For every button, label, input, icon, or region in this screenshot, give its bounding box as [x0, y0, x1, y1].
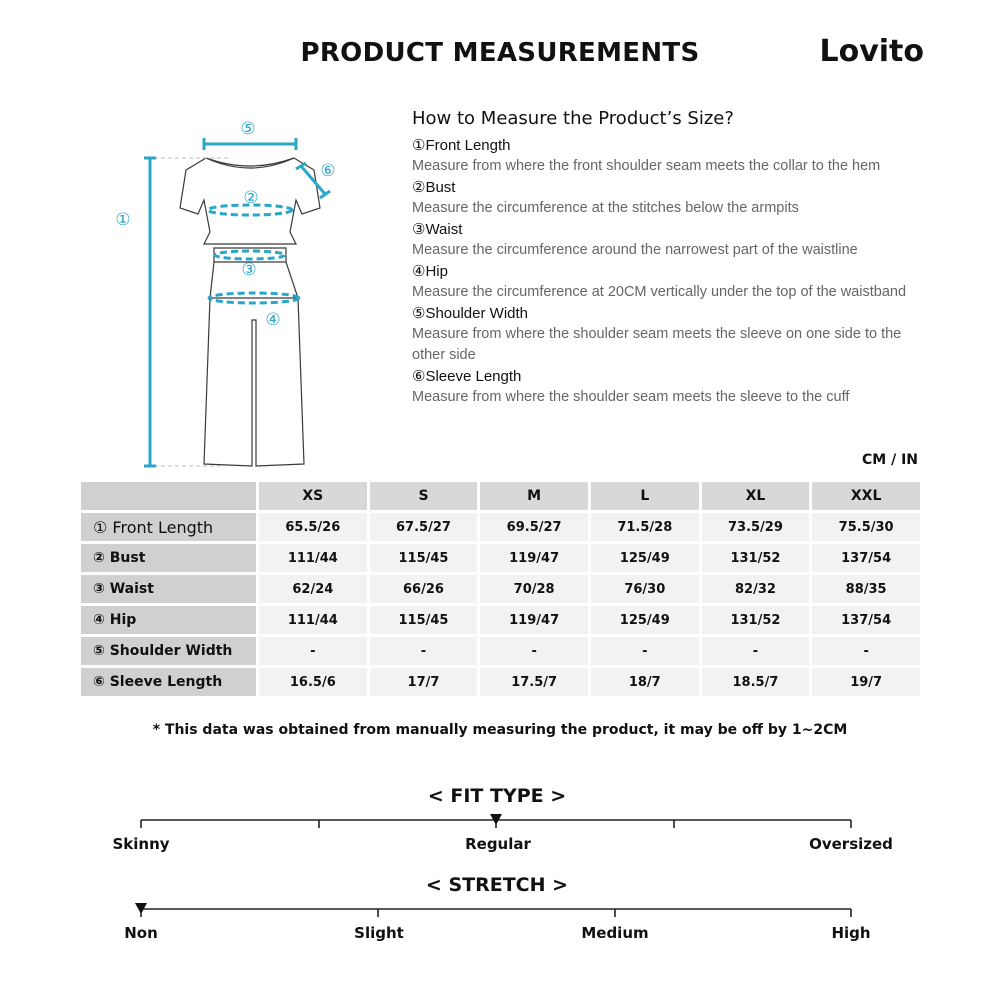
marker-shoulder-width: ⑤ — [240, 119, 256, 139]
table-cell: - — [591, 637, 699, 665]
fit-label-oversized: Oversized — [809, 835, 893, 853]
table-cell: 71.5/28 — [591, 513, 699, 541]
table-cell: 69.5/27 — [480, 513, 588, 541]
table-cell: 115/45 — [370, 606, 478, 634]
measurement-note: * This data was obtained from manually measuring the product, it may be off by 1~2CM — [152, 722, 848, 738]
size-header: XS — [259, 482, 367, 510]
table-cell: 115/45 — [370, 544, 478, 572]
garment-diagram — [100, 108, 400, 476]
table-cell: 73.5/29 — [702, 513, 810, 541]
waist-line — [215, 251, 285, 259]
table-cell: 131/52 — [702, 606, 810, 634]
measure-shoulder-width: ⑤Shoulder Width Measure from where the shoulder seam meets the sleeve on one side to the other side — [412, 305, 902, 363]
table-cell: 119/47 — [480, 544, 588, 572]
table-cell: 17.5/7 — [480, 668, 588, 696]
stretch-label-high: High — [831, 924, 871, 942]
table-cell: 137/54 — [812, 606, 920, 634]
measure-waist: ③Waist Measure the circumference around the narrowest part of the waistline — [412, 221, 858, 258]
measure-front-length: ①Front Length Measure from where the front shoulder seam meets the collar to the hem — [412, 137, 881, 174]
size-header: XL — [702, 482, 810, 510]
stretch-title: < STRETCH > — [425, 874, 569, 896]
row-label: ② Bust — [81, 544, 256, 572]
fit-type-scale — [0, 810, 1000, 832]
stretch-label-slight: Slight — [354, 924, 404, 942]
row-label: ④ Hip — [81, 606, 256, 634]
measure-bust: ②Bust Measure the circumference at the stitches below the armpits — [412, 179, 799, 216]
size-header: XXL — [812, 482, 920, 510]
size-table — [78, 479, 923, 699]
header-blank — [81, 482, 256, 510]
row-label: ⑤ Shoulder Width — [81, 637, 256, 665]
fit-label-regular: Regular — [465, 835, 531, 853]
table-row — [81, 637, 920, 665]
table-cell: - — [812, 637, 920, 665]
measure-hip: ④Hip Measure the circumference at 20CM vertically under the top of the waistband — [412, 263, 907, 300]
marker-waist: ③ — [241, 260, 257, 280]
table-cell: 66/26 — [370, 575, 478, 603]
table-row — [81, 513, 920, 541]
table-cell: 125/49 — [591, 606, 699, 634]
how-to-measure — [412, 108, 932, 408]
size-header-row — [81, 482, 920, 510]
table-cell: 18.5/7 — [702, 668, 810, 696]
table-cell: - — [370, 637, 478, 665]
fit-label-skinny: Skinny — [112, 835, 170, 853]
table-cell: 111/44 — [259, 606, 367, 634]
table-cell: - — [480, 637, 588, 665]
table-cell: 88/35 — [812, 575, 920, 603]
table-cell: 137/54 — [812, 544, 920, 572]
marker-hip: ④ — [265, 310, 281, 330]
table-cell: 70/28 — [480, 575, 588, 603]
table-row — [81, 606, 920, 634]
size-header: L — [591, 482, 699, 510]
table-cell: - — [259, 637, 367, 665]
size-header: S — [370, 482, 478, 510]
row-label: ① Front Length — [81, 513, 256, 541]
table-cell: 119/47 — [480, 606, 588, 634]
stretch-label-non: Non — [124, 924, 158, 942]
measure-sleeve-length: ⑥Sleeve Length Measure from where the shoulder seam meets the sleeve to the cuff — [412, 368, 850, 405]
table-cell: 125/49 — [591, 544, 699, 572]
table-row — [81, 575, 920, 603]
table-cell: 16.5/6 — [259, 668, 367, 696]
table-cell: 18/7 — [591, 668, 699, 696]
table-row — [81, 544, 920, 572]
fit-type-title: < FIT TYPE > — [427, 785, 567, 807]
row-label: ③ Waist — [81, 575, 256, 603]
table-cell: 111/44 — [259, 544, 367, 572]
marker-front-length: ① — [115, 210, 131, 230]
table-cell: 19/7 — [812, 668, 920, 696]
table-cell: 76/30 — [591, 575, 699, 603]
marker-bust: ② — [243, 188, 259, 208]
table-cell: 75.5/30 — [812, 513, 920, 541]
table-cell: 17/7 — [370, 668, 478, 696]
row-label: ⑥ Sleeve Length — [81, 668, 256, 696]
size-header: M — [480, 482, 588, 510]
table-row — [81, 668, 920, 696]
unit-label: CM / IN — [862, 452, 918, 468]
brand-logo: Lovito — [819, 34, 924, 69]
marker-sleeve-length: ⑥ — [320, 161, 336, 181]
table-cell: 65.5/26 — [259, 513, 367, 541]
stretch-scale — [0, 899, 1000, 921]
table-cell: 131/52 — [702, 544, 810, 572]
table-cell: 82/32 — [702, 575, 810, 603]
page-title: PRODUCT MEASUREMENTS — [300, 38, 700, 68]
table-cell: 62/24 — [259, 575, 367, 603]
how-to-heading: How to Measure the Product’s Size? — [412, 108, 734, 129]
table-cell: 67.5/27 — [370, 513, 478, 541]
stretch-label-medium: Medium — [581, 924, 649, 942]
table-cell: - — [702, 637, 810, 665]
